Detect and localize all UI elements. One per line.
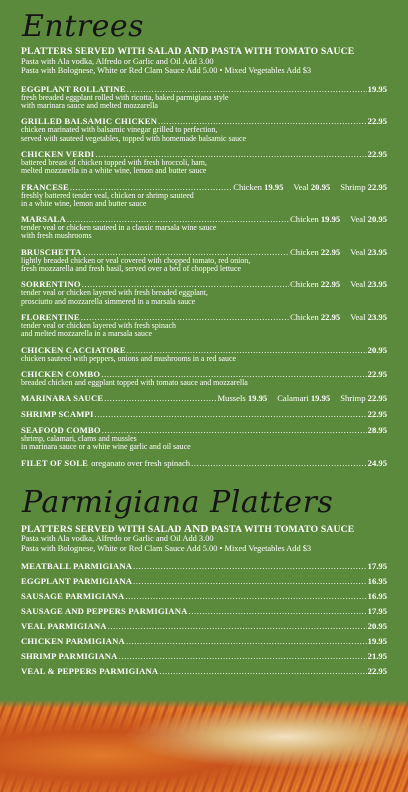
option-price: 22.95	[320, 311, 341, 322]
item-price: 22.95	[367, 368, 387, 379]
item-description: served with sauteed vegetables, topped with homemade balsamic sauce	[21, 133, 247, 143]
option-price: 22.95	[320, 246, 341, 257]
item-name: SORRENTINO	[21, 279, 81, 290]
menu-item-row	[21, 606, 387, 616]
item-price: 22.95	[367, 116, 387, 127]
menu-item	[21, 214, 387, 241]
menu-item	[21, 621, 387, 631]
item-inline-desc: oreganato over fresh spinach	[91, 457, 191, 468]
menu-item	[21, 369, 387, 387]
option-label: Shrimp	[340, 393, 366, 404]
menu-item	[21, 312, 387, 339]
item-name: SAUSAGE PARMIGIANA	[21, 590, 125, 601]
option-label: Chicken	[290, 246, 319, 257]
item-price: 21.95	[367, 650, 387, 661]
item-price: 20.95	[367, 620, 387, 631]
sub-line-1b: PASTA WITH TOMATO SAUCE	[208, 46, 355, 57]
item-description: in marinara sauce or a white wine garlic and oil sauce	[21, 442, 191, 452]
item-description: freshly battered tender veal, chicken or shrimp sauteed	[21, 190, 194, 200]
item-description: shrimp, calamari, clams and mussles	[21, 434, 137, 444]
dot-leader	[189, 606, 367, 616]
menu-item	[21, 345, 387, 363]
item-description: lightly breaded chicken or veal covered with chopped tomato, red onion,	[21, 255, 251, 265]
option-label: Chicken	[233, 181, 262, 192]
menu-item	[21, 149, 387, 176]
entrees-list	[0, 84, 408, 468]
sub-line-1b: PASTA WITH TOMATO SAUCE	[208, 523, 355, 535]
parmigiana-list	[0, 561, 408, 676]
menu-item	[21, 561, 387, 571]
dot-leader	[126, 636, 367, 646]
menu-item	[21, 458, 387, 468]
option-label: Chicken	[290, 214, 319, 225]
menu-item-row	[21, 576, 387, 586]
dot-leader	[133, 561, 367, 571]
item-description: tender veal or chicken layered with fresh breaded eggplant,	[21, 288, 208, 298]
option-label: Veal	[350, 214, 366, 225]
menu-item	[21, 409, 387, 419]
price-option	[233, 182, 283, 192]
food-photo	[0, 700, 408, 792]
dot-leader	[125, 591, 366, 601]
price-option	[350, 247, 387, 257]
option-price: 23.95	[367, 311, 387, 322]
menu-item	[21, 606, 387, 616]
sub-line-2: Pasta with Ala vodka, Alfredo or Garlic and Oil Add 3.00	[21, 56, 214, 66]
dot-leader	[119, 651, 367, 661]
dot-leader	[191, 458, 367, 468]
item-description: chicken marinated with balsamic vinegar grilled to perfection,	[21, 125, 218, 135]
item-name: GRILLED BALSAMIC CHICKEN	[21, 116, 158, 127]
item-price: 20.95	[367, 344, 387, 355]
dot-leader	[133, 576, 367, 586]
dot-leader	[95, 409, 367, 419]
menu-item-row	[21, 409, 387, 419]
item-description: and melted mozzarella in a marsala sauce	[21, 329, 153, 339]
menu-item-row	[21, 393, 387, 403]
option-price: 19.95	[320, 214, 341, 225]
price-option	[350, 279, 387, 289]
item-name: CHICKEN PARMIGIANA	[21, 635, 125, 646]
dot-leader	[104, 393, 216, 403]
price-option	[350, 312, 387, 322]
item-price: 22.95	[367, 148, 387, 159]
price-option	[340, 393, 387, 403]
option-price: 23.95	[367, 279, 387, 290]
price-option	[293, 182, 330, 192]
item-description: tender veal or chicken layered with fresh spinach	[21, 320, 176, 330]
price-option	[277, 393, 330, 403]
item-name: VEAL & PEPPERS PARMIGIANA	[21, 665, 159, 676]
item-name: VEAL PARMIGIANA	[21, 620, 107, 631]
item-price: 17.95	[367, 605, 387, 616]
item-description: prosciutto and mozzarella simmered in a marsala sauce	[21, 296, 196, 306]
price-option	[290, 279, 340, 289]
price-option	[350, 214, 387, 224]
menu-item	[21, 651, 387, 661]
option-label: Chicken	[290, 311, 319, 322]
price-option	[340, 182, 387, 192]
option-label: Veal	[350, 246, 366, 257]
menu-item	[21, 393, 387, 403]
item-description: with marinara sauce and melted mozzarella	[21, 101, 158, 111]
sub-line-3: Pasta with Bolognese, White or Red Clam Sauce Add 5.00 • Mixed Vegetables Add $3	[21, 66, 312, 76]
parmigiana-section	[0, 486, 408, 676]
item-price: 19.95	[367, 635, 387, 646]
item-name: SHRIMP PARMIGIANA	[21, 650, 118, 661]
item-name: FRANCESE	[21, 181, 69, 192]
option-price: 19.95	[310, 393, 331, 404]
menu-item	[21, 666, 387, 676]
item-name: SHRIMP SCAMPI	[21, 409, 94, 420]
item-price: 17.95	[367, 560, 387, 571]
item-name: FLORENTINE	[21, 311, 80, 322]
option-price: 22.95	[367, 393, 387, 404]
menu-item	[21, 279, 387, 306]
sub-line-2: Pasta with Ala vodka, Alfredo or Garlic and Oil Add 3.00	[21, 534, 214, 544]
item-price: 24.95	[367, 457, 387, 468]
menu-item-row	[21, 561, 387, 571]
option-label: Calamari	[277, 393, 309, 404]
entrees-subheading	[0, 47, 408, 76]
option-label: Chicken	[290, 279, 319, 290]
option-label: Shrimp	[340, 181, 366, 192]
item-name: MEATBALL PARMIGIANA	[21, 560, 133, 571]
price-option	[290, 312, 340, 322]
option-label: Mussels	[217, 393, 246, 404]
menu-item-row	[21, 458, 387, 468]
menu-item	[21, 425, 387, 452]
item-name: SAUSAGE AND PEPPERS PARMIGIANA	[21, 605, 188, 616]
option-label: Veal	[350, 279, 366, 290]
parmigiana-title: Parmigiana Platters	[22, 484, 334, 520]
menu-item	[21, 182, 387, 209]
entrees-title: Entrees	[22, 9, 145, 44]
menu-item	[21, 591, 387, 601]
menu-item	[21, 116, 387, 143]
item-name: CHICKEN VERDI	[21, 148, 95, 159]
item-description: fresh breaded eggplant rolled with ricotta, baked parmigiana style	[21, 92, 229, 102]
item-name: EGGPLANT PARMIGIANA	[21, 575, 133, 586]
parmigiana-subheading	[0, 522, 408, 554]
sub-line-3: Pasta with Bolognese, White or Red Clam Sauce Add 5.00 • Mixed Vegetables Add $3	[21, 543, 312, 553]
price-option	[290, 247, 340, 257]
menu-item-row	[21, 636, 387, 646]
option-price: 20.95	[310, 181, 331, 192]
item-description: melted mozzarella in a white wine, lemon and butter sauce	[21, 166, 207, 176]
option-label: Veal	[293, 181, 309, 192]
item-price: 22.95	[367, 665, 387, 676]
item-name: MARINARA SAUCE	[21, 393, 104, 404]
item-price: 19.95	[367, 83, 387, 94]
menu-item	[21, 84, 387, 111]
menu-item	[21, 636, 387, 646]
item-name: MARSALA	[21, 214, 66, 225]
dot-leader	[108, 621, 367, 631]
option-price: 19.95	[264, 181, 284, 192]
item-price: 16.95	[367, 590, 387, 601]
item-description: breaded chicken and eggplant topped with tomato sauce and mozzarella	[21, 377, 248, 387]
option-price: 22.95	[367, 181, 387, 192]
sub-line-and: AND	[184, 45, 209, 57]
dot-leader	[102, 425, 367, 435]
menu-item-row	[21, 651, 387, 661]
item-name: FILET OF SOLE	[21, 457, 89, 468]
item-name: CHICKEN CACCIATORE	[21, 344, 126, 355]
menu-item-row	[21, 666, 387, 676]
option-price: 22.95	[320, 279, 341, 290]
item-description: tender veal or chicken sauteed in a classic marsala wine sauce	[21, 223, 217, 233]
item-name: CHICKEN COMBO	[21, 368, 101, 379]
option-price: 20.95	[367, 214, 387, 225]
option-label: Veal	[350, 311, 366, 322]
price-option	[290, 214, 340, 224]
item-name: EGGPLANT ROLLATINE	[21, 83, 126, 94]
menu-item-row	[21, 621, 387, 631]
sub-line-1a: PLATTERS SERVED WITH SALAD	[21, 46, 185, 57]
menu-item	[21, 247, 387, 274]
item-description: with fresh mushrooms	[21, 231, 92, 241]
item-description: chicken sauteed with peppers, onions and mushrooms in a red sauce	[21, 353, 236, 363]
item-description: fresh mozzarella and fresh basil, served over a bed of chopped lettuce	[21, 264, 241, 274]
menu-item	[21, 576, 387, 586]
option-price: 23.95	[367, 246, 387, 257]
item-price: 16.95	[367, 575, 387, 586]
sub-line-1a: PLATTERS SERVED WITH SALAD	[21, 523, 185, 535]
menu-item-row	[21, 591, 387, 601]
item-price: 28.95	[367, 425, 387, 436]
item-name: BRUSCHETTA	[21, 246, 82, 257]
item-description: battered breast of chicken topped with fresh broccoli, ham,	[21, 157, 207, 167]
item-name: SEAFOOD COMBO	[21, 425, 101, 436]
item-description: in a white wine, lemon and butter sauce	[21, 198, 147, 208]
dot-leader	[159, 666, 366, 676]
option-price: 19.95	[247, 393, 268, 404]
item-price: 22.95	[367, 409, 387, 420]
sub-line-and: AND	[184, 522, 209, 535]
price-option	[218, 393, 268, 403]
